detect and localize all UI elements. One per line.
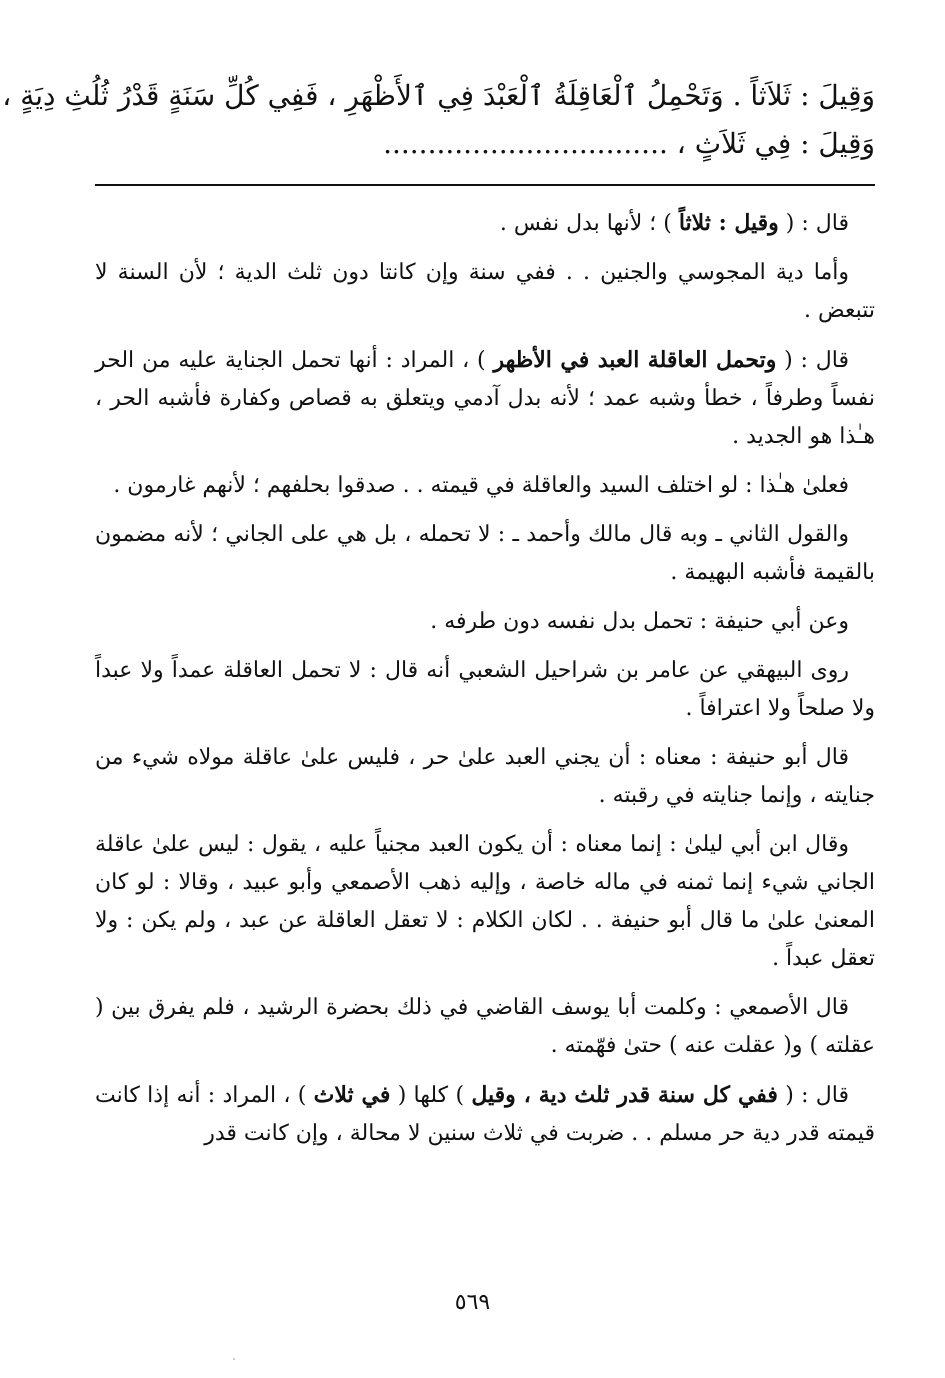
sharh-paragraph-10: قال الأصمعي : وكلمت أبا يوسف القاضي في ذلك بحضرة الرشيد ، فلم يفرق بين ( عقلته ) و( عقلت عنه ) حتىٰ فهّمته .: [95, 995, 875, 1058]
matn-line-1: وَقِيلَ : ثَلاَثاً . وَتَحْمِلُ ٱلْعَاقِلَةُ ٱلْعَبْدَ فِي ٱلأَظْهَرِ ، فَفِي كُلِّ سَنَةٍ قَدْرُ ثُلُثِ دِيَةٍ ،: [2, 79, 875, 112]
sharh-commentary: [95, 204, 875, 1153]
sharh-paragraph-5: والقول الثاني ـ وبه قال مالك وأحمد ـ : لا تحمله ، بل هي على الجاني ؛ لأنه مضمون بالقيمة فأشبه البهيمة .: [95, 522, 875, 585]
sharh-paragraph-1: قال : ( وقيل : ثلاثاً ) ؛ لأنها بدل نفس .: [499, 210, 849, 236]
quoted-matn: وتحمل العاقلة العبد في الأظهر: [493, 347, 777, 373]
matn-line-2-text: وَقِيلَ : فِي ثَلاَثٍ ،: [676, 127, 875, 160]
sharh-paragraph-9: وقال ابن أبي ليلىٰ : إنما معناه : أن يكون العبد مجنياً عليه ، يقول : ليس علىٰ عاقلة الجاني شيء إنما ثمنه في ماله خاصة ، وإليه ذهب الأصمعي وأبو عبيد ، وقالا : لو كان المعنىٰ علىٰ ما قال أبو حنيفة . . لكان الكلام : لا تعقل العاقلة عن عبد ، ولم يكن : ولا تعقل عبداً .: [95, 832, 875, 971]
quoted-matn: ففي كل سنة قدر ثلث دية ، وقيل: [471, 1082, 778, 1108]
matn-text: [2, 72, 875, 168]
scan-speck: [233, 1358, 235, 1360]
sharh-paragraph-8: قال أبو حنيفة : معناه : أن يجني العبد علىٰ حر ، فليس علىٰ عاقلة مولاه شيء من جنايته ، وإنما جنايته في رقبته .: [95, 745, 875, 808]
book-page: [2, 60, 875, 1164]
sharh-paragraph-2: وأما دية المجوسي والجنين . . ففي سنة وإن كانتا دون ثلث الدية ؛ لأن السنة لا تتبعض .: [95, 260, 875, 323]
page-number: ٥٦٩: [454, 1290, 491, 1315]
separator-rule: [95, 184, 875, 186]
quoted-matn: وقيل : ثلاثاً: [678, 210, 779, 236]
matn-line-2-dots: ................................: [383, 127, 668, 160]
sharh-paragraph-11: قال : ( ففي كل سنة قدر ثلث دية ، وقيل ) كلها ( في ثلاث ) ، المراد : أنه إذا كانت قيمته قدر دية حر مسلم . . ضربت في ثلاث سنين لا محالة ، وإن كانت قدر: [95, 1082, 875, 1146]
sharh-paragraph-7: روى البيهقي عن عامر بن شراحيل الشعبي أنه قال : لا تحمل العاقلة عمداً ولا عبداً ولا صلحاً ولا اعترافاً .: [95, 658, 875, 721]
sharh-paragraph-3: قال : ( وتحمل العاقلة العبد في الأظهر ) ، المراد : أنها تحمل الجناية عليه من الحر نفساً وطرفاً ، خطأ وشبه عمد ؛ لأنه بدل آدمي ويتعلق به قصاص وكفارة فأشبه الحر ، هـٰذا هو الجديد .: [95, 347, 875, 449]
sharh-paragraph-6: وعن أبي حنيفة : تحمل بدل نفسه دون طرفه .: [430, 609, 849, 634]
quoted-matn: في ثلاث: [313, 1082, 391, 1108]
sharh-paragraph-4: فعلىٰ هـٰذا : لو اختلف السيد والعاقلة في قيمته . . صدقوا بحلفهم ؛ لأنهم غارمون .: [113, 473, 849, 498]
matn-line-2: [95, 120, 875, 168]
